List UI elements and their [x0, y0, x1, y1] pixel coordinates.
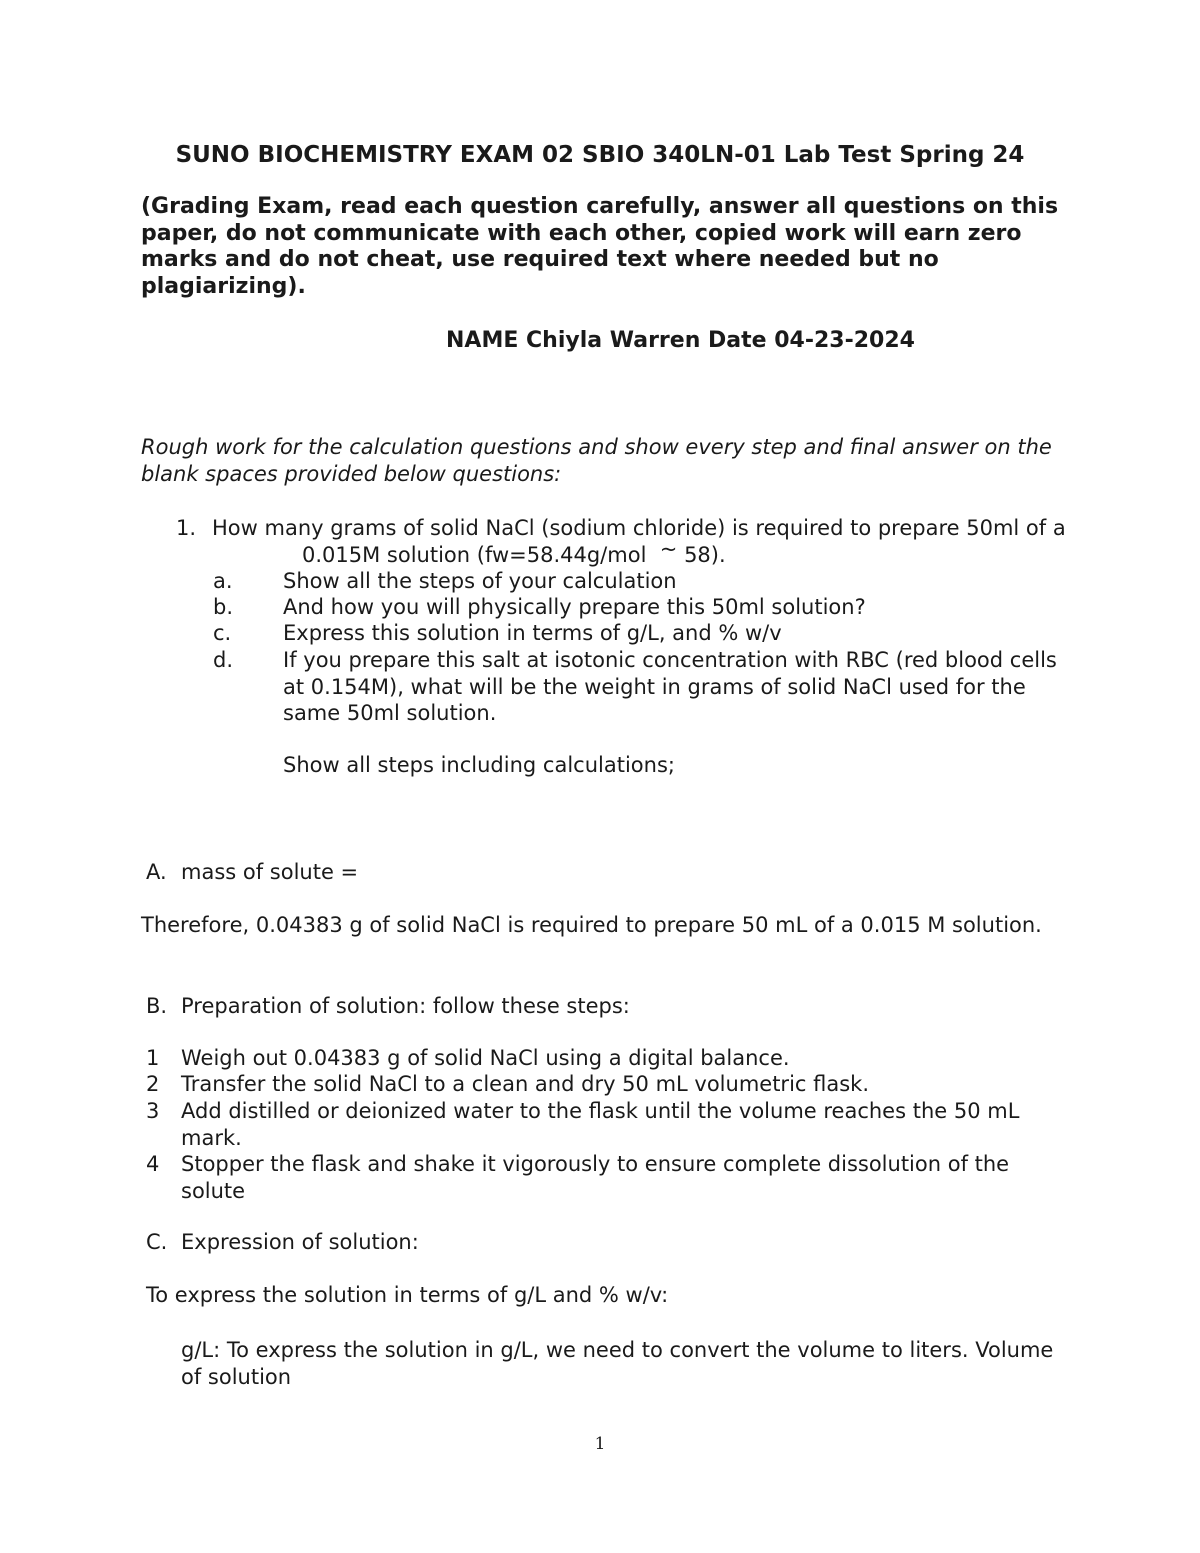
- answer-letter-a: A.: [146, 860, 167, 884]
- show-steps-note: Show all steps including calculations;: [283, 753, 675, 777]
- rough-work-note: Rough work for the calculation questions and show every step and final answer on the blank spaces provided below questions:: [141, 435, 1052, 486]
- exam-instructions: (Grading Exam, read each question carefully, answer all questions on this paper, do not communicate with each other, copied work will earn zero marks and do not cheat, use required text where needed but no plagiarizing).: [141, 194, 1059, 299]
- tilde-symbol: ~: [659, 536, 678, 561]
- sub-question-text: If you prepare this salt at isotonic concentration with RBC (red blood cells at 0.154M), what will be the weight in grams of solid NaCl used for the same 50ml solution.: [283, 648, 1057, 725]
- express-intro: To express the solution in terms of g/L and % w/v:: [146, 1283, 669, 1307]
- sub-question-text: Express this solution in terms of g/L, and % w/v: [283, 621, 782, 645]
- step-text: Transfer the solid NaCl to a clean and dry 50 mL volumetric flask.: [181, 1072, 869, 1096]
- answer-a-text: mass of solute =: [181, 860, 359, 884]
- sub-question-letter: d.: [213, 648, 234, 672]
- sub-question-letter: b.: [213, 595, 234, 619]
- sub-question-text: And how you will physically prepare this 50ml solution?: [283, 595, 866, 619]
- gl-explanation: g/L: To express the solution in g/L, we need to convert the volume to liters. Volume of solution: [181, 1338, 1054, 1389]
- question-text-part3: 58).: [684, 542, 726, 567]
- page-number: 1: [594, 1434, 606, 1454]
- answer-letter-b: B.: [146, 994, 168, 1018]
- question-text: [212, 515, 1072, 568]
- question-text-part2: 0.015M solution (fw=58.44g/mol: [302, 542, 647, 567]
- sub-question-letter: a.: [213, 569, 233, 593]
- name-date-line: NAME Chiyla Warren Date 04-23-2024: [446, 328, 915, 353]
- question-number: 1.: [176, 516, 197, 540]
- step-number: 2: [146, 1072, 160, 1096]
- step-number: 3: [146, 1099, 160, 1123]
- step-text: Add distilled or deionized water to the flask until the volume reaches the 50 mL mark.: [181, 1099, 1020, 1150]
- step-number: 4: [146, 1152, 160, 1176]
- step-text: Stopper the flask and shake it vigorously to ensure complete dissolution of the solute: [181, 1152, 1010, 1203]
- exam-title: SUNO BIOCHEMISTRY EXAM 02 SBIO 340LN-01 Lab Test Spring 24: [175, 142, 1025, 168]
- answer-c-text: Expression of solution:: [181, 1230, 419, 1254]
- answer-therefore: Therefore, 0.04383 g of solid NaCl is required to prepare 50 mL of a 0.015 M solution.: [141, 913, 1042, 937]
- answer-b-text: Preparation of solution: follow these steps:: [181, 994, 630, 1018]
- answer-letter-c: C.: [146, 1230, 168, 1254]
- sub-question-text: Show all the steps of your calculation: [283, 569, 677, 593]
- question-text-part1: How many grams of solid NaCl (sodium chloride) is required to prepare 50ml of a: [212, 516, 1066, 540]
- step-text: Weigh out 0.04383 g of solid NaCl using a digital balance.: [181, 1046, 790, 1070]
- sub-question-letter: c.: [213, 621, 232, 645]
- step-number: 1: [146, 1046, 160, 1070]
